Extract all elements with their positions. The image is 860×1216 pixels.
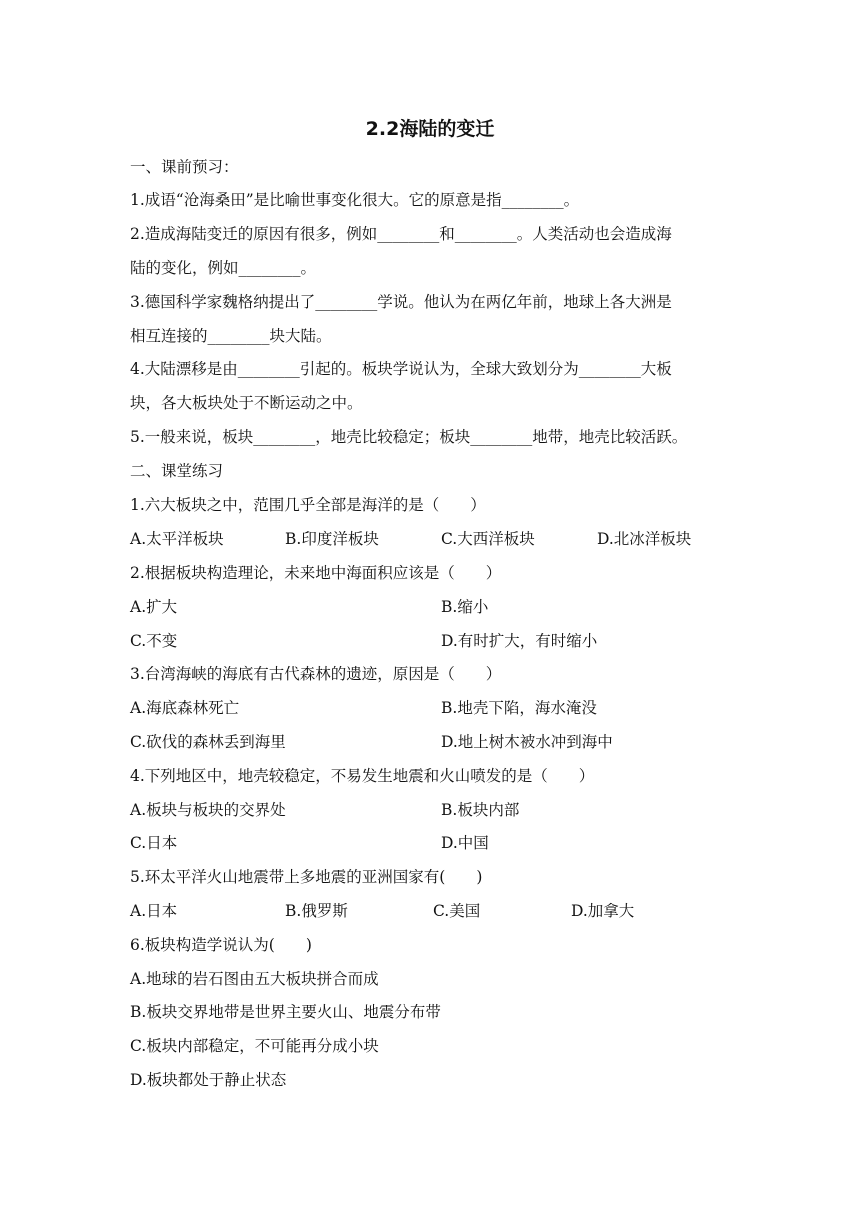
question-2-stem: 2.根据板块构造理论，未来地中海面积应该是（ ） [130,564,502,582]
question-6-option-c: C.板块内部稳定，不可能再分成小块 [130,1037,379,1055]
question-1-option-c: C.大西洋板块 [441,530,535,548]
question-1-option-b: B.印度洋板块 [285,530,379,548]
preview-question-4: 4.大陆漂移是由________引起的。板块学说认为，全球大致划分为________大板 [130,360,672,378]
question-3-option-c: C.砍伐的森林丢到海里 [130,733,286,751]
preview-question-1: 1.成语“沧海桑田”是比喻世事变化很大。它的原意是指________。 [130,191,580,209]
question-2-option-d: D.有时扩大，有时缩小 [441,632,598,650]
question-2-option-b: B.缩小 [441,598,489,616]
question-5-option-b: B.俄罗斯 [285,902,348,920]
question-3-option-a: A.海底森林死亡 [130,699,240,717]
question-6-option-d: D.板块都处于静止状态 [130,1071,287,1089]
question-2-option-a: A.扩大 [130,598,178,616]
question-5-option-a: A.日本 [130,902,178,920]
question-1-option-d: D.北冰洋板块 [597,530,692,548]
question-4-option-c: C.日本 [130,834,178,852]
page-title: 2.2海陆的变迁 [365,118,495,140]
question-4-stem: 4.下列地区中，地壳较稳定，不易发生地震和火山喷发的是（ ） [130,767,595,785]
preview-question-3-cont: 相互连接的________块大陆。 [130,327,332,345]
question-5-option-d: D.加拿大 [571,902,635,920]
question-3-stem: 3.台湾海峡的海底有古代森林的遗迹，原因是（ ） [130,665,502,683]
question-1-stem: 1.六大板块之中，范围几乎全部是海洋的是（ ） [130,496,486,514]
section-heading-practice: 二、课堂练习 [130,462,224,480]
preview-question-3: 3.德国科学家魏格纳提出了________学说。他认为在两亿年前，地球上各大洲是 [130,293,672,311]
question-6-option-a: A.地球的岩石图由五大板块拼合而成 [130,970,379,988]
question-2-option-c: C.不变 [130,632,178,650]
question-4-option-a: A.板块与板块的交界处 [130,801,286,819]
question-1-option-a: A.太平洋板块 [130,530,224,548]
preview-question-2: 2.造成海陆变迁的原因有很多，例如________和________。人类活动也会造成海 [130,225,672,243]
question-5-stem: 5.环太平洋火山地震带上多地震的亚洲国家有( ) [130,868,483,886]
preview-question-5: 5.一般来说，板块________，地壳比较稳定；板块________地带，地壳比较活跃。 [130,428,688,446]
question-4-option-b: B.板块内部 [441,801,520,819]
section-heading-preview: 一、课前预习： [130,158,239,176]
question-6-option-b: B.板块交界地带是世界主要火山、地震分布带 [130,1003,441,1021]
preview-question-2-cont: 陆的变化，例如________。 [130,259,317,277]
preview-question-4-cont: 块，各大板块处于不断运动之中。 [130,394,363,412]
question-6-stem: 6.板块构造学说认为( ) [130,936,312,954]
question-3-option-b: B.地壳下陷，海水淹没 [441,699,597,717]
question-5-option-c: C.美国 [433,902,481,920]
question-4-option-d: D.中国 [441,834,489,852]
question-3-option-d: D.地上树木被水冲到海中 [441,733,613,751]
